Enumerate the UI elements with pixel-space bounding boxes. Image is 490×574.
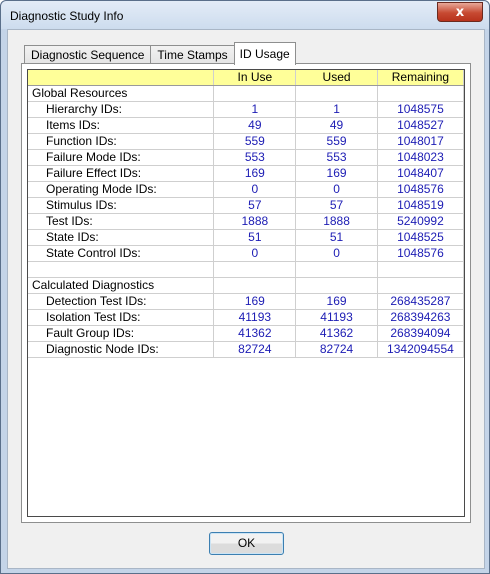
tab-diagnostic-sequence[interactable]: Diagnostic Sequence <box>24 45 151 65</box>
remaining-cell: 1048017 <box>377 134 463 150</box>
in-use-cell: 0 <box>214 246 296 262</box>
ok-button[interactable]: OK <box>209 532 284 555</box>
row-label: Fault Group IDs: <box>28 326 214 342</box>
empty-cell <box>214 86 296 102</box>
remaining-cell: 1048576 <box>377 182 463 198</box>
tab-id-usage[interactable]: ID Usage <box>234 42 296 65</box>
id-usage-panel <box>21 63 471 523</box>
empty-cell <box>377 262 463 278</box>
remaining-cell: 1048023 <box>377 150 463 166</box>
row-label: State IDs: <box>28 230 214 246</box>
in-use-cell: 57 <box>214 198 296 214</box>
section-title: Calculated Diagnostics <box>28 278 214 294</box>
row-label: Items IDs: <box>28 118 214 134</box>
remaining-cell: 268394094 <box>377 326 463 342</box>
in-use-cell: 0 <box>214 182 296 198</box>
used-cell: 169 <box>296 294 378 310</box>
used-cell: 82724 <box>296 342 378 358</box>
in-use-cell: 559 <box>214 134 296 150</box>
in-use-cell: 51 <box>214 230 296 246</box>
row-label: Test IDs: <box>28 214 214 230</box>
title-bar[interactable] <box>1 1 489 29</box>
table-row[interactable] <box>28 150 464 166</box>
in-use-cell: 41193 <box>214 310 296 326</box>
in-use-cell: 169 <box>214 294 296 310</box>
empty-cell <box>296 86 378 102</box>
row-label: Stimulus IDs: <box>28 198 214 214</box>
remaining-cell: 5240992 <box>377 214 463 230</box>
used-cell: 1 <box>296 102 378 118</box>
table-row[interactable] <box>28 342 464 358</box>
close-button[interactable] <box>437 2 483 22</box>
row-label: Isolation Test IDs: <box>28 310 214 326</box>
header-used: Used <box>296 70 378 86</box>
remaining-cell: 1048527 <box>377 118 463 134</box>
table-row[interactable] <box>28 102 464 118</box>
row-label: Failure Effect IDs: <box>28 166 214 182</box>
spacer-row <box>28 262 464 278</box>
header-row <box>28 70 464 86</box>
remaining-cell: 268394263 <box>377 310 463 326</box>
empty-cell <box>377 278 463 294</box>
table-row[interactable] <box>28 310 464 326</box>
used-cell: 57 <box>296 198 378 214</box>
header-in-use: In Use <box>214 70 296 86</box>
remaining-cell: 1048519 <box>377 198 463 214</box>
row-label: Failure Mode IDs: <box>28 150 214 166</box>
table-row[interactable] <box>28 166 464 182</box>
in-use-cell: 1888 <box>214 214 296 230</box>
table-row[interactable] <box>28 294 464 310</box>
tab-time-stamps[interactable]: Time Stamps <box>150 45 234 65</box>
remaining-cell: 1048575 <box>377 102 463 118</box>
empty-cell <box>214 278 296 294</box>
in-use-cell: 169 <box>214 166 296 182</box>
table-row[interactable] <box>28 118 464 134</box>
in-use-cell: 49 <box>214 118 296 134</box>
used-cell: 0 <box>296 246 378 262</box>
empty-cell <box>296 262 378 278</box>
dialog-client-area <box>7 29 485 569</box>
used-cell: 1888 <box>296 214 378 230</box>
table-row[interactable] <box>28 198 464 214</box>
empty-cell <box>28 262 214 278</box>
row-label: Diagnostic Node IDs: <box>28 342 214 358</box>
in-use-cell: 1 <box>214 102 296 118</box>
table-row[interactable] <box>28 326 464 342</box>
row-label: Function IDs: <box>28 134 214 150</box>
header-remaining: Remaining <box>377 70 463 86</box>
close-icon: x <box>455 4 465 20</box>
empty-cell <box>296 278 378 294</box>
table-row[interactable] <box>28 230 464 246</box>
in-use-cell: 41362 <box>214 326 296 342</box>
row-label: State Control IDs: <box>28 246 214 262</box>
table-row[interactable] <box>28 134 464 150</box>
remaining-cell: 1342094554 <box>377 342 463 358</box>
used-cell: 169 <box>296 166 378 182</box>
used-cell: 51 <box>296 230 378 246</box>
id-usage-table <box>28 70 464 358</box>
used-cell: 49 <box>296 118 378 134</box>
row-label: Detection Test IDs: <box>28 294 214 310</box>
remaining-cell: 1048407 <box>377 166 463 182</box>
section-row <box>28 278 464 294</box>
used-cell: 553 <box>296 150 378 166</box>
tab-strip <box>24 42 295 64</box>
table-row[interactable] <box>28 182 464 198</box>
remaining-cell: 1048576 <box>377 246 463 262</box>
used-cell: 41193 <box>296 310 378 326</box>
remaining-cell: 268435287 <box>377 294 463 310</box>
in-use-cell: 82724 <box>214 342 296 358</box>
header-blank <box>28 70 214 86</box>
row-label: Hierarchy IDs: <box>28 102 214 118</box>
window-title: Diagnostic Study Info <box>10 9 124 23</box>
in-use-cell: 553 <box>214 150 296 166</box>
table-row[interactable] <box>28 246 464 262</box>
table-body <box>28 86 464 358</box>
row-label: Operating Mode IDs: <box>28 182 214 198</box>
remaining-cell: 1048525 <box>377 230 463 246</box>
id-usage-grid[interactable] <box>27 69 465 517</box>
empty-cell <box>377 86 463 102</box>
used-cell: 41362 <box>296 326 378 342</box>
empty-cell <box>214 262 296 278</box>
table-row[interactable] <box>28 214 464 230</box>
section-title: Global Resources <box>28 86 214 102</box>
used-cell: 559 <box>296 134 378 150</box>
section-row <box>28 86 464 102</box>
used-cell: 0 <box>296 182 378 198</box>
